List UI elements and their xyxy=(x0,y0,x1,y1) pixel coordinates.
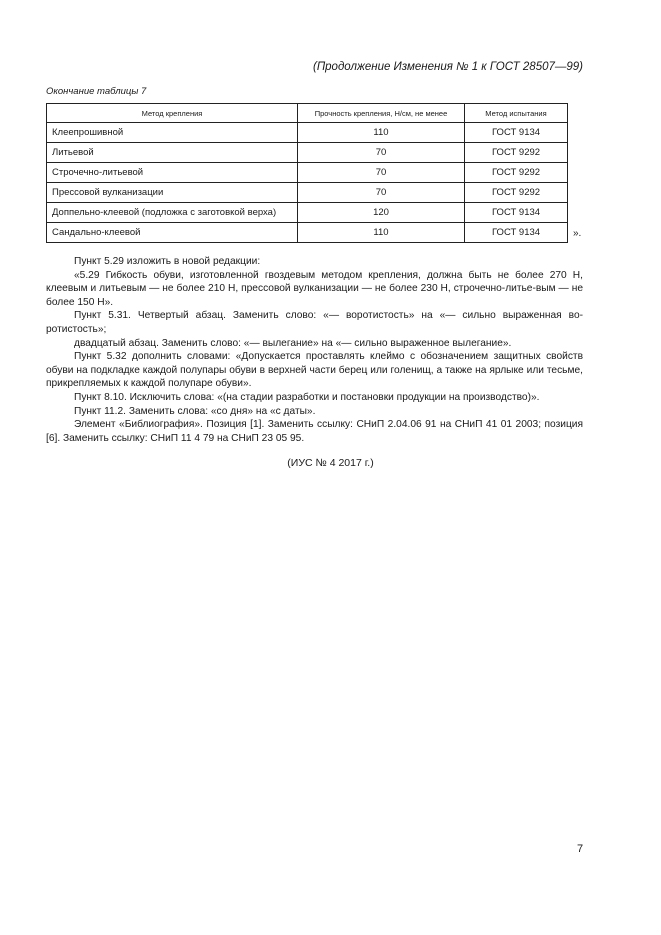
cell-method: Клеепрошивной xyxy=(47,123,298,143)
cell-strength: 110 xyxy=(298,123,465,143)
amendment-text xyxy=(46,255,583,445)
paragraph: Пункт 5.31. Четвертый абзац. Заменить слово: «— воротистость» на «— сильно выраженная во-ротистость»; xyxy=(46,310,583,335)
ius-reference: (ИУС № 4 2017 г.) xyxy=(287,457,374,469)
cell-strength: 70 xyxy=(298,183,465,203)
cell-test-method: ГОСТ 9134 xyxy=(465,123,568,143)
table-row xyxy=(47,123,568,143)
table-row xyxy=(47,223,568,243)
cell-test-method: ГОСТ 9134 xyxy=(465,203,568,223)
cell-strength: 70 xyxy=(298,163,465,183)
table-row xyxy=(47,203,568,223)
table-caption: Окончание таблицы 7 xyxy=(46,86,147,97)
table-row xyxy=(47,143,568,163)
paragraph: Пункт 5.32 дополнить словами: «Допускается проставлять клеймо с обозначением защитных свойств обуви на подкладке каждой полупары обуви в верхней части берец или голенищ, а также на ярлыке или тесьме, прикрепляемых к каждой полупаре обуви». xyxy=(46,351,583,390)
cell-method: Сандально-клеевой xyxy=(47,223,298,243)
cell-test-method: ГОСТ 9134 xyxy=(465,223,568,243)
cell-method: Прессовой вулканизации xyxy=(47,183,298,203)
paragraph: «5.29 Гибкость обуви, изготовленной гвоздевым методом крепления, должна быть не более 270 Н, клеевым и литьевым — не более 210 Н, прессовой вулканизации — не более 230 Н, строчечно-литье-вым — не более 150 Н». xyxy=(46,269,583,308)
paragraph: Пункт 5.29 изложить в новой редакции: xyxy=(74,256,261,267)
cell-test-method: ГОСТ 9292 xyxy=(465,163,568,183)
table-header-row xyxy=(47,104,568,123)
paragraph: Пункт 11.2. Заменить слова: «со дня» на «с даты». xyxy=(74,405,316,417)
cell-test-method: ГОСТ 9292 xyxy=(465,143,568,163)
table-row xyxy=(47,163,568,183)
column-header-strength: Прочность крепления, Н/см, не менее xyxy=(298,104,465,123)
column-header-method: Метод крепления xyxy=(47,104,298,123)
cell-method: Строчечно-литьевой xyxy=(47,163,298,183)
cell-method: Литьевой xyxy=(47,143,298,163)
cell-strength: 110 xyxy=(298,223,465,243)
column-header-test-method: Метод испытания xyxy=(465,104,568,123)
cell-strength: 120 xyxy=(298,203,465,223)
cell-method: Доппельно-клеевой (подложка с заготовкой верха) xyxy=(47,203,298,223)
table-row xyxy=(47,183,568,203)
quote-close-mark: ». xyxy=(573,228,582,239)
continuation-header: (Продолжение Изменения № 1 к ГОСТ 28507—99) xyxy=(313,61,583,73)
page-number: 7 xyxy=(577,843,584,855)
paragraph: Элемент «Библиография». Позиция [1]. Заменить ссылку: СНиП 2.04.06 91 на СНиП 41 01 2003; позиция [6]. Заменить ссылку: СНиП 11 4 79 на СНиП 23 05 95. xyxy=(46,419,583,444)
cell-test-method: ГОСТ 9292 xyxy=(465,183,568,203)
paragraph: Пункт 8.10. Исключить слова: «(на стадии разработки и постановки продукции на производство)». xyxy=(74,391,540,403)
paragraph: двадцатый абзац. Заменить слово: «— вылегание» на «— сильно выраженное вылегание». xyxy=(74,337,512,349)
fastening-table xyxy=(46,103,568,243)
cell-strength: 70 xyxy=(298,143,465,163)
